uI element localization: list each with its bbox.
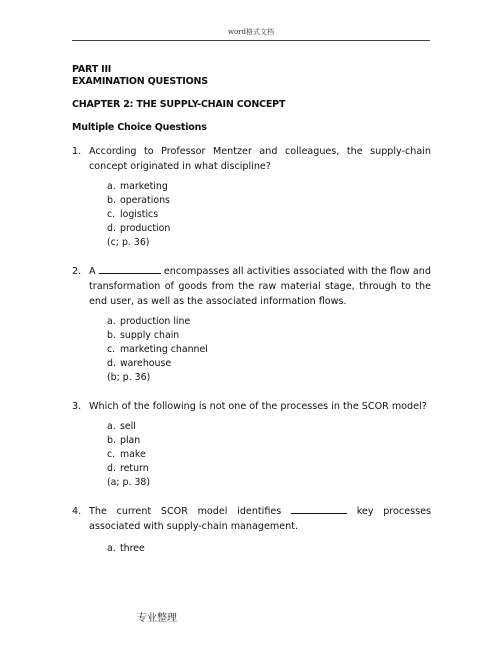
fill-in-blank [99,273,161,274]
option-a: a. three [107,543,145,554]
section-heading: EXAMINATION QUESTIONS [72,76,208,87]
chapter-heading: CHAPTER 2: THE SUPPLY-CHAIN CONCEPT [72,99,286,110]
question-number: 1. [72,146,82,157]
option-d: d. return [107,463,149,474]
question-3 [72,399,431,490]
question-text: A encompasses all activities associated with the flow and transformation of goods from the raw material stage, through to the end user, as well as the associated information flows. [89,266,431,307]
option-b: b. supply chain [107,330,180,341]
option-c: c. logistics [107,209,159,220]
option-a: a. production line [107,316,191,327]
answer-key: (a; p. 38) [107,477,151,488]
document-body [72,64,431,556]
option-list [89,420,431,490]
option-b: b. plan [107,435,141,446]
option-b: b. operations [107,195,170,206]
page-footer: 专业整理 [137,613,177,624]
question-4 [72,504,431,556]
question-1 [72,144,431,250]
option-a: a. sell [107,421,136,432]
header-rule [72,40,430,41]
question-number: 4. [72,506,82,517]
question-text: According to Professor Mentzer and colleagues, the supply-chain concept originated in what discipline? [89,146,431,172]
option-a: a. marketing [107,181,168,192]
answer-key: (b; p. 36) [107,372,151,383]
question-number: 2. [72,266,82,277]
option-list [89,542,431,556]
option-c: c. marketing channel [107,344,208,355]
question-text: Which of the following is not one of the processes in the SCOR model? [89,401,427,412]
subsection-heading: Multiple Choice Questions [72,122,207,133]
fill-in-blank [291,513,347,514]
option-list [89,315,431,385]
answer-key: (c; p. 36) [107,237,150,248]
page-header: word格式文档 [227,28,275,36]
option-list [89,180,431,250]
question-text: The current SCOR model identifies key processes associated with supply-chain management. [89,506,431,532]
part-heading: PART III [72,64,112,75]
question-2 [72,264,431,385]
option-c: c. make [107,449,146,460]
option-d: d. warehouse [107,358,172,369]
option-d: d. production [107,223,171,234]
question-number: 3. [72,401,82,412]
